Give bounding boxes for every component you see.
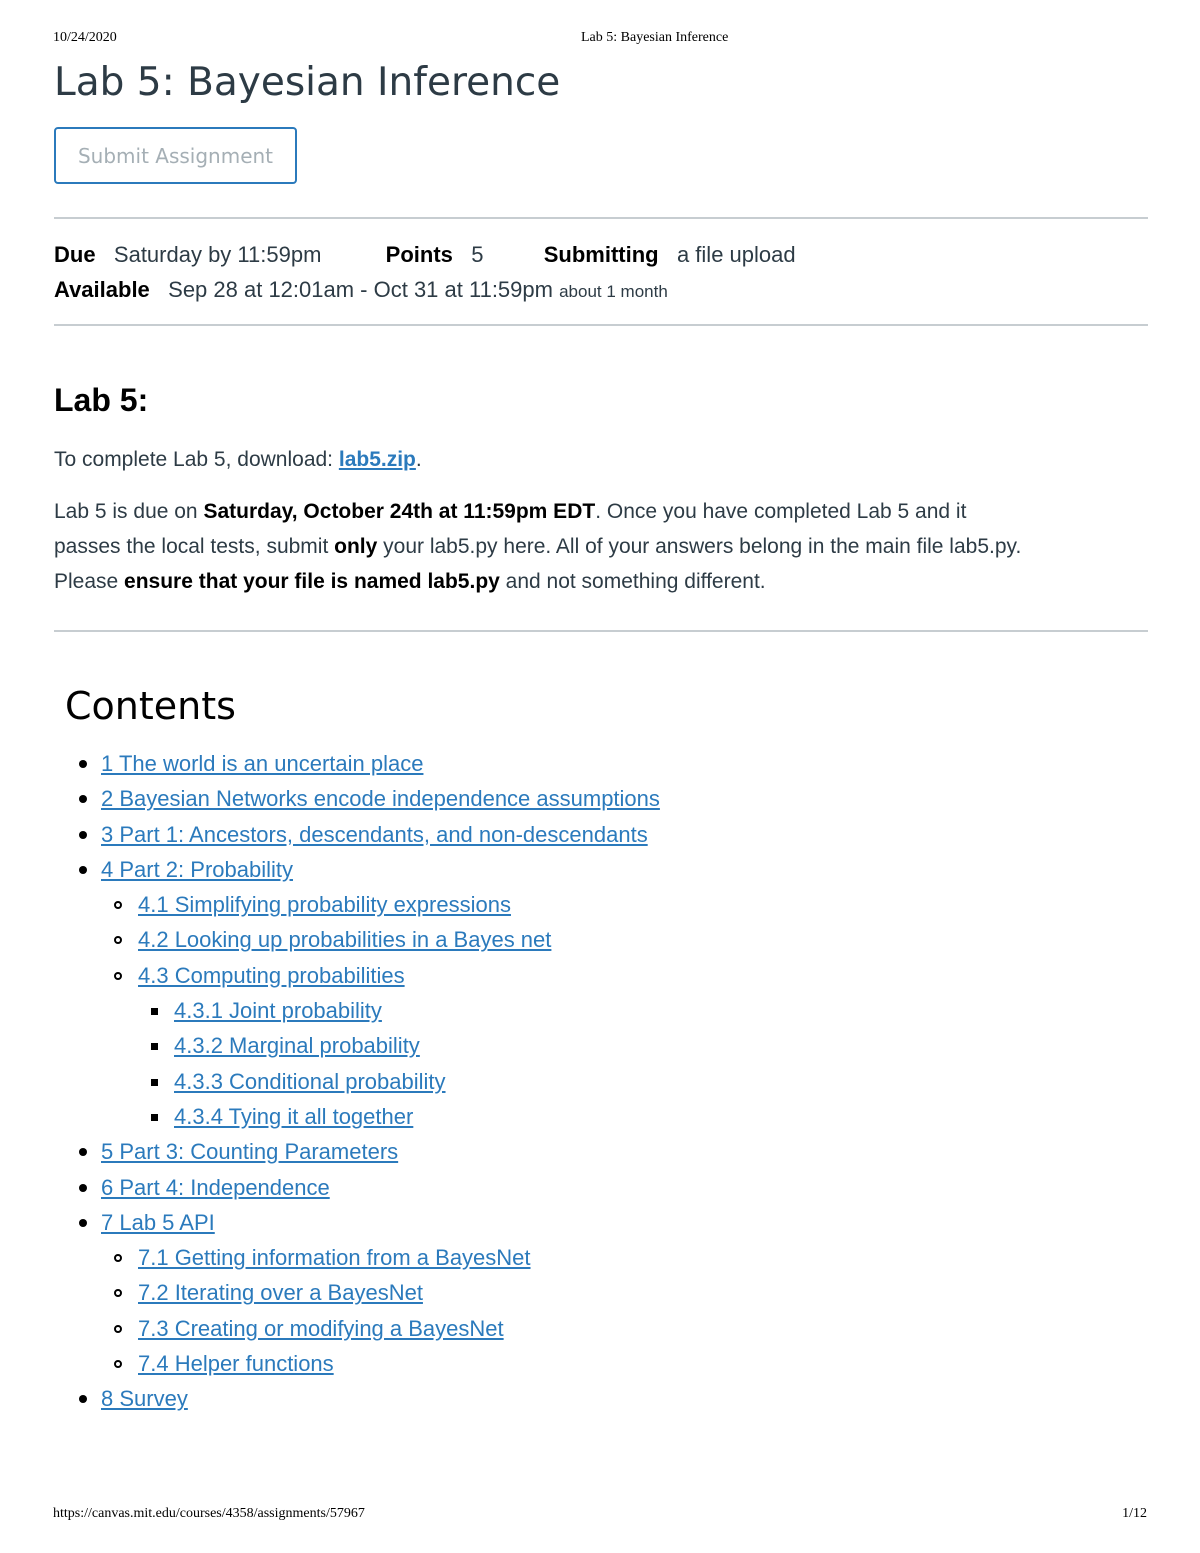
submitting-value: a file upload (676, 242, 796, 267)
available-duration: about 1 month (559, 282, 668, 301)
toc-item (54, 1240, 660, 1275)
toc-link[interactable]: 4.3.3 Conditional probability (174, 1068, 446, 1094)
toc-link[interactable]: 4 Part 2: Probability (101, 856, 293, 882)
toc-item (54, 1275, 660, 1310)
due-paragraph-line-3: Please ensure that your file is named lab5.py and not something different. (54, 570, 766, 593)
contents-title: Contents (65, 684, 236, 728)
toc-link[interactable]: 4.3.1 Joint probability (174, 998, 382, 1024)
due-paragraph-line-1: Lab 5 is due on Saturday, October 24th at 11:59pm EDT. Once you have completed Lab 5 and it (54, 500, 967, 523)
toc-link[interactable]: 3 Part 1: Ancestors, descendants, and non-descendants (101, 821, 648, 847)
circle-bullet-icon (114, 1289, 122, 1297)
toc-item (54, 1134, 660, 1169)
available-value: Sep 28 at 12:01am - Oct 31 at 11:59pm (168, 277, 553, 302)
circle-bullet-icon (114, 1254, 122, 1262)
toc-link[interactable]: 4.2 Looking up probabilities in a Bayes net (138, 927, 552, 953)
submitting-label: Submitting (543, 242, 659, 267)
page-title: Lab 5: Bayesian Inference (54, 60, 561, 105)
toc-item (54, 746, 660, 781)
lab-heading: Lab 5: (54, 382, 149, 418)
print-header (53, 30, 1147, 50)
submit-assignment-button[interactable]: Submit Assignment (54, 127, 297, 184)
lab5-zip-link[interactable]: lab5.zip (338, 448, 416, 471)
toc-item (54, 852, 660, 887)
print-page-title: Lab 5: Bayesian Inference (581, 30, 729, 45)
toc-link[interactable]: 7.2 Iterating over a BayesNet (138, 1280, 423, 1306)
assignment-details-row-1 (54, 241, 796, 269)
disc-bullet-icon (79, 831, 87, 839)
disc-bullet-icon (79, 760, 87, 768)
disc-bullet-icon (79, 795, 87, 803)
toc-item (54, 817, 660, 852)
toc-link[interactable]: 8 Survey (101, 1386, 188, 1412)
toc-item (54, 993, 660, 1028)
toc-item (54, 922, 660, 957)
table-of-contents (54, 746, 660, 1417)
toc-link[interactable]: 1 The world is an uncertain place (101, 751, 424, 776)
available-label: Available (54, 277, 150, 302)
toc-link[interactable]: 4.3 Computing probabilities (138, 962, 405, 988)
toc-item (54, 958, 660, 993)
toc-link[interactable]: 4.3.2 Marginal probability (174, 1033, 420, 1059)
divider (54, 630, 1148, 632)
square-bullet-icon (151, 1079, 158, 1086)
toc-item (54, 1346, 660, 1381)
toc-link[interactable]: 4.1 Simplifying probability expressions (138, 892, 511, 918)
due-label: Due (54, 242, 96, 267)
points-value: 5 (471, 242, 484, 267)
toc-item (54, 1170, 660, 1205)
assignment-content (54, 58, 1148, 1412)
toc-item (54, 1099, 660, 1134)
disc-bullet-icon (79, 1219, 87, 1227)
print-page-number: 1/12 (1122, 1506, 1147, 1521)
toc-link[interactable]: 7.4 Helper functions (138, 1351, 334, 1377)
square-bullet-icon (151, 1008, 158, 1015)
disc-bullet-icon (79, 1395, 87, 1403)
toc-item (54, 1311, 660, 1346)
toc-link[interactable]: 7 Lab 5 API (101, 1209, 215, 1235)
disc-bullet-icon (79, 1184, 87, 1192)
divider (54, 324, 1148, 326)
print-footer (53, 1506, 1147, 1526)
toc-item (54, 1205, 660, 1240)
circle-bullet-icon (114, 972, 122, 980)
toc-item (54, 1028, 660, 1063)
toc-item (54, 1381, 660, 1416)
assignment-details-row-2 (54, 276, 668, 306)
divider (54, 217, 1148, 219)
toc-item (54, 1064, 660, 1099)
circle-bullet-icon (114, 1360, 122, 1368)
print-date: 10/24/2020 (53, 30, 117, 45)
print-url: https://canvas.mit.edu/courses/4358/assignments/57967 (53, 1506, 365, 1521)
circle-bullet-icon (114, 901, 122, 909)
disc-bullet-icon (79, 1148, 87, 1156)
toc-link[interactable]: 2 Bayesian Networks encode independence assumptions (101, 786, 660, 812)
square-bullet-icon (151, 1114, 158, 1121)
toc-link[interactable]: 7.1 Getting information from a BayesNet (138, 1245, 531, 1271)
toc-link[interactable]: 6 Part 4: Independence (101, 1174, 330, 1200)
due-value: Saturday by 11:59pm (113, 242, 322, 267)
points-label: Points (385, 242, 453, 267)
toc-link[interactable]: 4.3.4 Tying it all together (174, 1103, 414, 1129)
download-paragraph: To complete Lab 5, download: lab5.zip. (54, 448, 422, 471)
toc-item (54, 887, 660, 922)
square-bullet-icon (151, 1043, 158, 1050)
circle-bullet-icon (114, 1325, 122, 1333)
circle-bullet-icon (114, 936, 122, 944)
toc-item (54, 781, 660, 816)
toc-link[interactable]: 7.3 Creating or modifying a BayesNet (138, 1315, 504, 1341)
disc-bullet-icon (79, 866, 87, 874)
due-paragraph-line-2: passes the local tests, submit only your lab5.py here. All of your answers belong in the main file lab5.py. (54, 535, 1022, 558)
toc-link[interactable]: 5 Part 3: Counting Parameters (101, 1139, 399, 1165)
